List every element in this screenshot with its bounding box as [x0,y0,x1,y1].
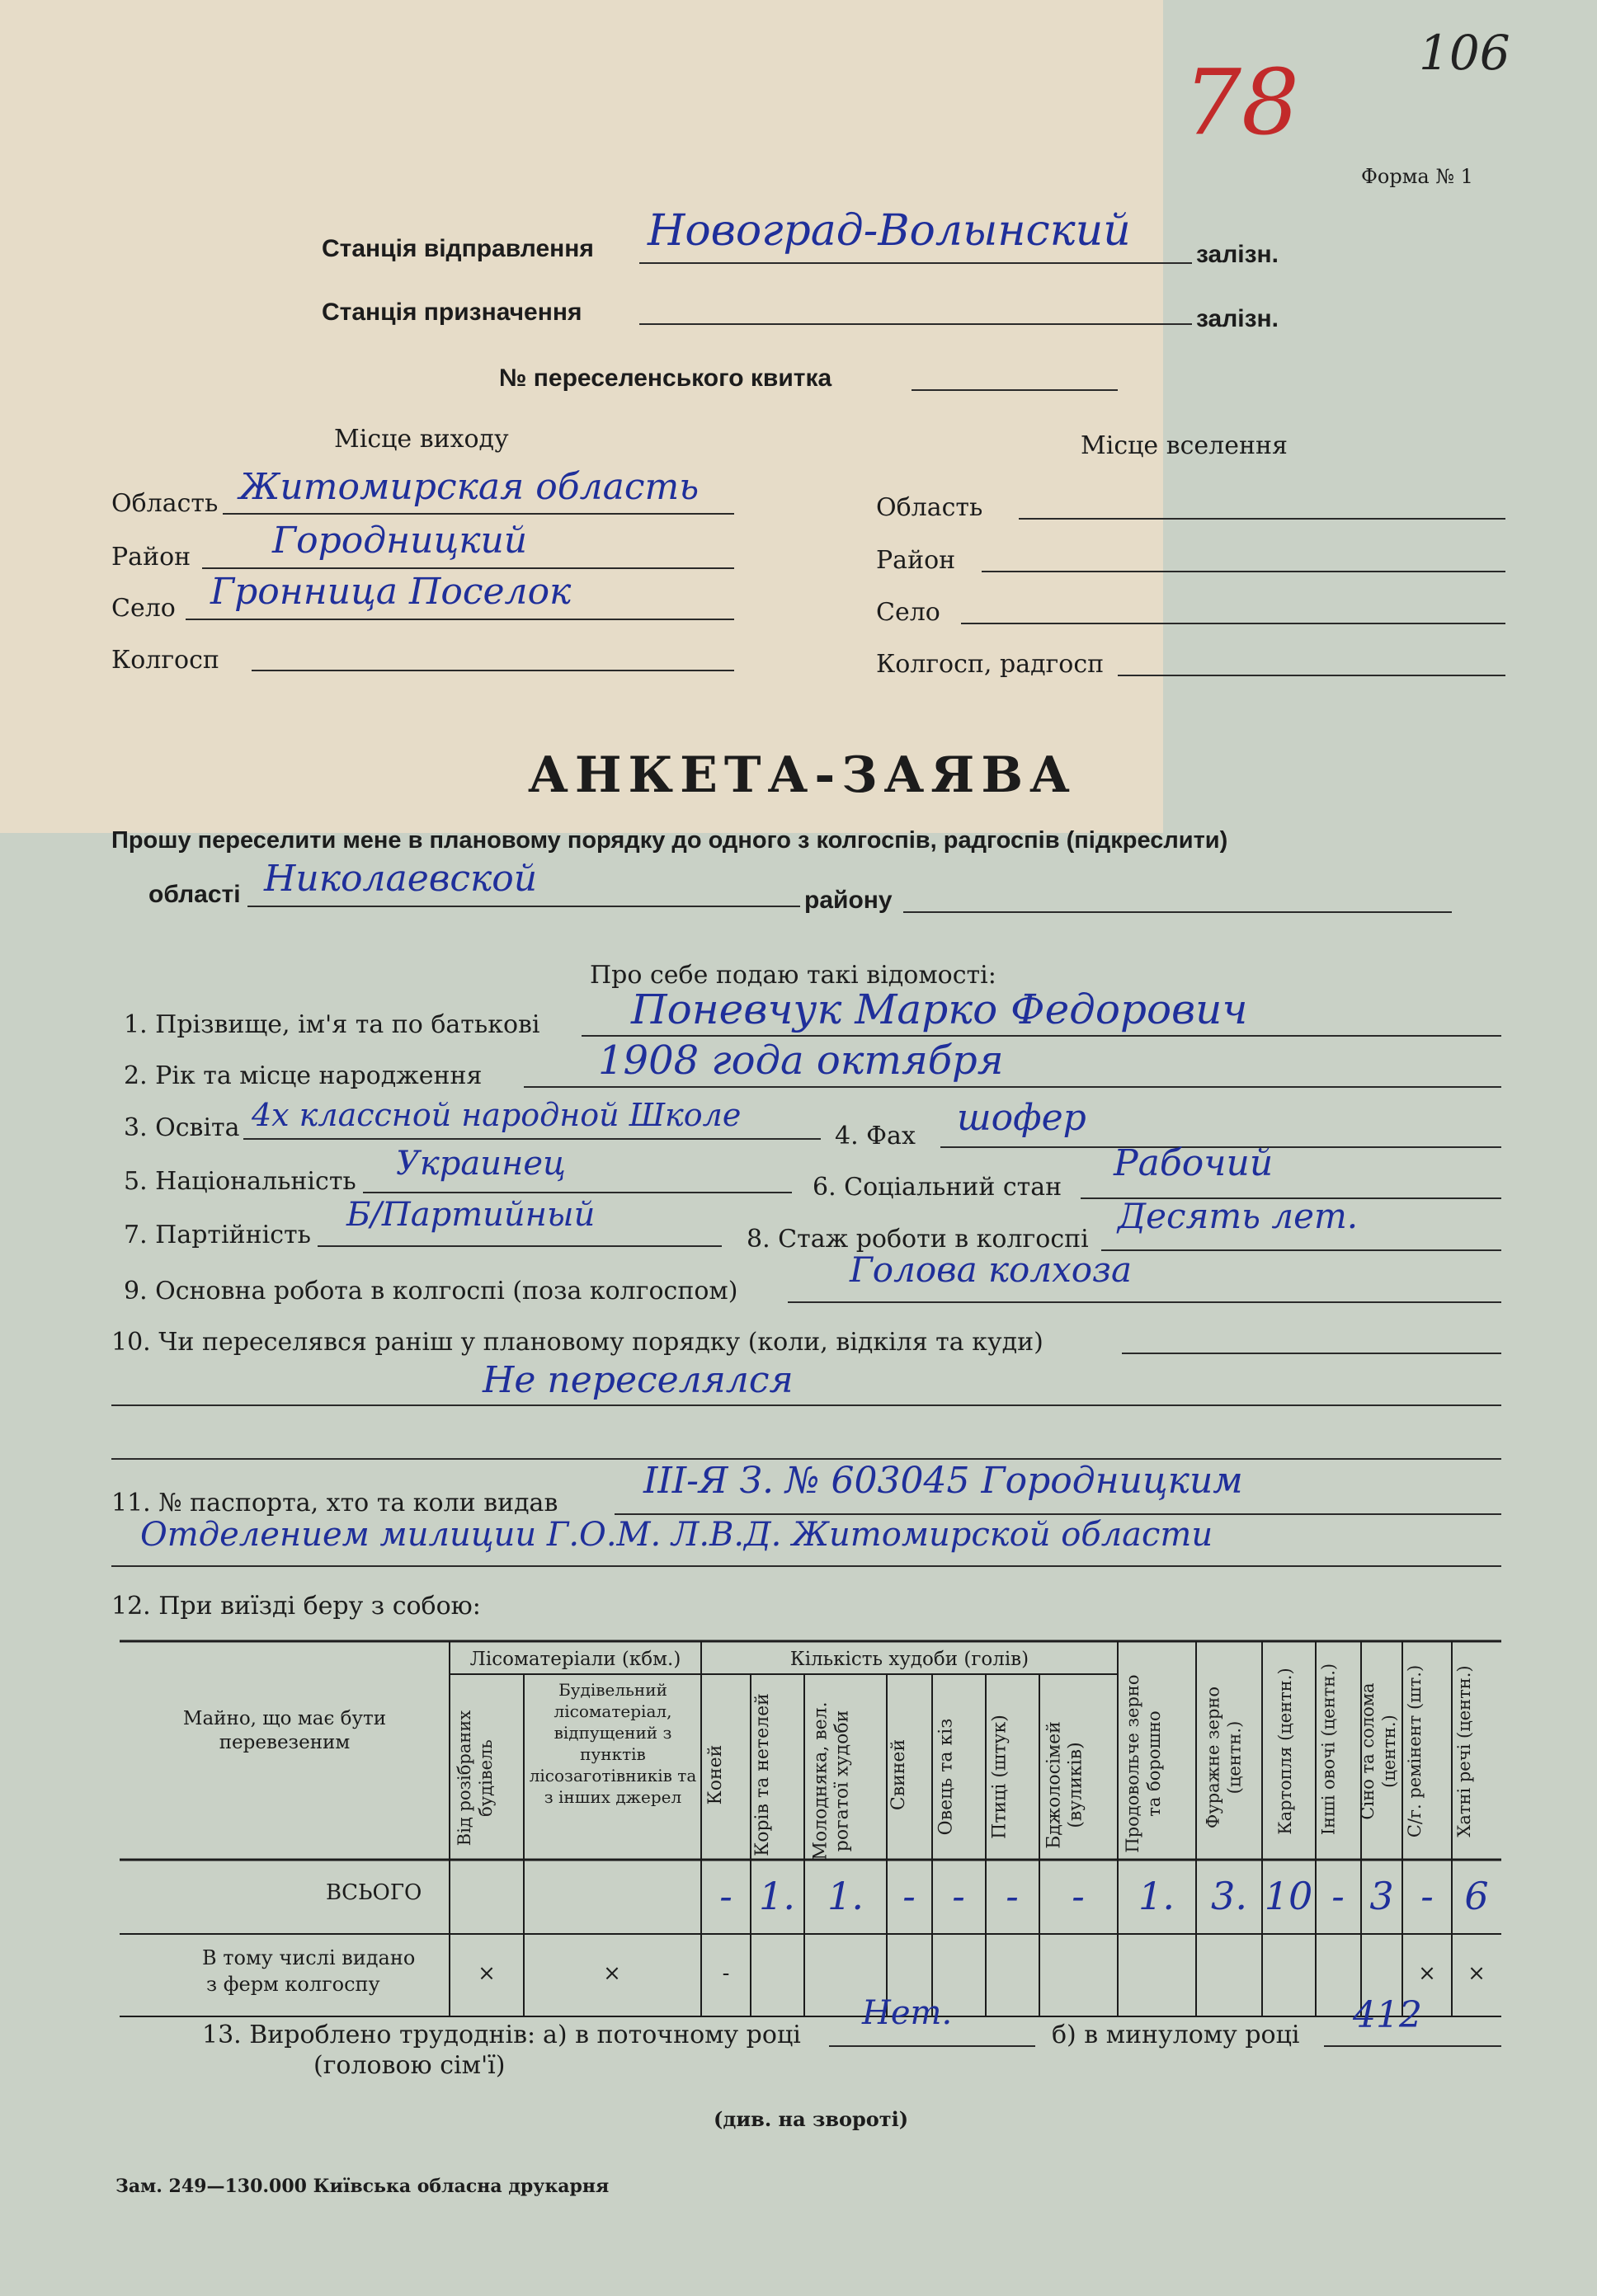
table-col-4: Корів та нетелей [752,1693,773,1856]
total-cell-10: 1. [1138,1874,1175,1918]
table-group-livestock: Кількість худоби (голів) [789,1649,1029,1670]
departure-station-value: Новоград-Волынский [648,206,1131,256]
total-cell-3: - [719,1874,733,1918]
table-col-9: Бджолосімей (вуликів) [1043,1721,1086,1849]
table-col-1: Від розібраних будівель [455,1710,496,1847]
rail-suffix-1: залізн. [1196,241,1279,268]
table-col-10: Продовольче зерно та борошно [1123,1674,1164,1853]
dest-kolhosp-label: Колгосп, радгосп [876,650,1105,679]
table-col-13: Інші овочі (центн.) [1318,1663,1339,1836]
origin-rayon-value: Городницкий [272,520,528,562]
field13-current-line [829,2045,1035,2047]
origin-oblast-value: Житомирская область [239,466,700,508]
field8-label: 8. Стаж роботи в колгоспі [747,1225,1089,1254]
field1-value: Поневчук Марко Федорович [631,986,1248,1033]
table-property-header: Майно, що має бути перевезеним [182,1708,387,1753]
origin-rayon-label: Район [111,543,191,572]
field4-label: 4. Фах [835,1122,916,1150]
table-col-6: Свиней [888,1738,909,1811]
total-cell-4: 1. [759,1874,795,1918]
table-group-timber: Лісоматеріали (кбм.) [469,1649,681,1670]
farm-cell-3: - [722,1961,730,1986]
total-cell-9: - [1072,1874,1085,1918]
farm-cell-16: × [1467,1961,1486,1986]
rail-suffix-2: залізн. [1196,305,1279,332]
table-col-3: Коней [705,1744,726,1805]
farm-cell-2: × [603,1961,621,1986]
request-rayon-label: району [804,887,893,914]
total-cell-12: 10 [1264,1874,1313,1918]
table-col-2: Будівельний лісоматеріал, відпущений з пунктів лісозаготівників та з інших джерел [529,1680,697,1807]
field5-label: 5. Національність [124,1167,356,1196]
field13-previous-value: 412 [1353,1994,1422,2036]
field9-value: Голова колхоза [850,1249,1132,1290]
dest-rayon-label: Район [876,546,956,575]
ticket-label: № переселенського квитка [499,365,832,392]
field13-previous-label: б) в минулому році [1052,2021,1300,2049]
dest-oblast-label: Область [876,493,983,522]
field13-current-value: Нет. [862,1994,953,2032]
field13-sublabel: (головою сім'ї) [313,2051,506,2080]
info-intro: Про себе подаю такі відомості: [590,961,996,990]
origin-oblast-label: Область [111,489,219,518]
field2-label: 2. Рік та місце народження [124,1061,483,1090]
table-col-8: Птиці (штук) [989,1715,1010,1839]
field12-label: 12. При виїзді беру з собою: [111,1592,481,1621]
see-reverse-note: (див. на звороті) [714,2107,909,2131]
total-cell-8: - [1006,1874,1019,1918]
table-row-farm-label-2: з ферм колгоспу [206,1973,380,1996]
page-title: АНКЕТА-ЗАЯВА [528,746,1076,804]
field7-value: Б/Партийный [346,1196,596,1234]
dest-selo-label: Село [876,598,940,627]
table-col-16: Хатні речі (центн.) [1454,1665,1474,1837]
table-col-14: Сіно та солома (центн.) [1358,1682,1399,1820]
table-row-total-label: ВСЬОГО [326,1880,422,1905]
total-cell-11: 3. [1211,1874,1247,1918]
request-oblast-label: області [148,881,241,908]
field13-previous-line [1324,2045,1501,2047]
request-text: Прошу переселити мене в плановому порядку до одного з колгоспів, радгоспів (підкреслити) [111,827,1228,854]
origin-kolhosp-label: Колгосп [111,646,219,675]
field9-label: 9. Основна робота в колгоспі (поза колгоспом) [124,1277,738,1306]
field2-value: 1908 года октября [598,1037,1004,1084]
total-cell-5: 1. [827,1874,864,1918]
field10-value: Не переселялся [483,1359,794,1401]
table-col-12: Картопля (центн.) [1275,1668,1295,1835]
farm-cell-1: × [478,1961,496,1986]
printer-imprint: Зам. 249—130.000 Київська обласна друкарня [115,2176,610,2197]
request-oblast-value: Николаевской [264,858,538,900]
origin-heading: Місце виходу [334,425,509,454]
departure-station-label: Станція відправлення [322,235,594,262]
field13-label: 13. Вироблено трудоднів: [202,2021,536,2049]
field13-current-label: а) в поточному році [543,2021,801,2049]
origin-selo-label: Село [111,594,176,623]
dest-heading: Місце вселення [1081,431,1288,460]
total-cell-13: - [1331,1874,1345,1918]
field3-value: 4х классной народной Школе [252,1097,742,1133]
destination-station-label: Станція призначення [322,299,582,326]
field5-value: Украинец [396,1145,566,1183]
table-col-15: С/г. ремінент (шт.) [1405,1664,1425,1838]
total-cell-14: 3 [1369,1874,1394,1918]
table-col-5: Молодняка, вел. рогатої худоби [810,1701,853,1861]
field11-label: 11. № паспорта, хто та коли видав [111,1489,558,1517]
field7-label: 7. Партійність [124,1221,311,1249]
total-cell-16: 6 [1464,1874,1489,1918]
total-cell-6: - [902,1874,916,1918]
field11-value-1: III-Я З. № 603045 Городницким [643,1460,1243,1502]
field3-label: 3. Освіта [124,1113,240,1142]
field6-label: 6. Соціальний стан [813,1173,1062,1202]
field4-value: шофер [957,1097,1086,1139]
archive-number: 78 [1184,49,1299,155]
table-row-farm-label-1: В тому числі видано [202,1946,416,1969]
form-label: Форма № 1 [1361,165,1473,188]
farm-cell-15: × [1418,1961,1436,1986]
page-number: 106 [1419,25,1510,81]
field8-value: Десять лет. [1118,1196,1359,1236]
table-col-7: Овець та кіз [935,1718,957,1836]
field11-value-2: Отделением милиции Г.О.М. Л.В.Д. Житомирской области [140,1516,1213,1554]
total-cell-15: - [1420,1874,1434,1918]
field6-value: Рабочий [1114,1142,1274,1184]
total-cell-7: - [952,1874,965,1918]
origin-selo-value: Гронница Поселок [210,571,572,613]
table-col-11: Фуражне зерно (центн.) [1203,1686,1245,1829]
field1-label: 1. Прізвище, ім'я та по батькові [124,1010,540,1039]
field10-label: 10. Чи переселявся раніш у плановому порядку (коли, відкіля та куди) [111,1328,1043,1357]
